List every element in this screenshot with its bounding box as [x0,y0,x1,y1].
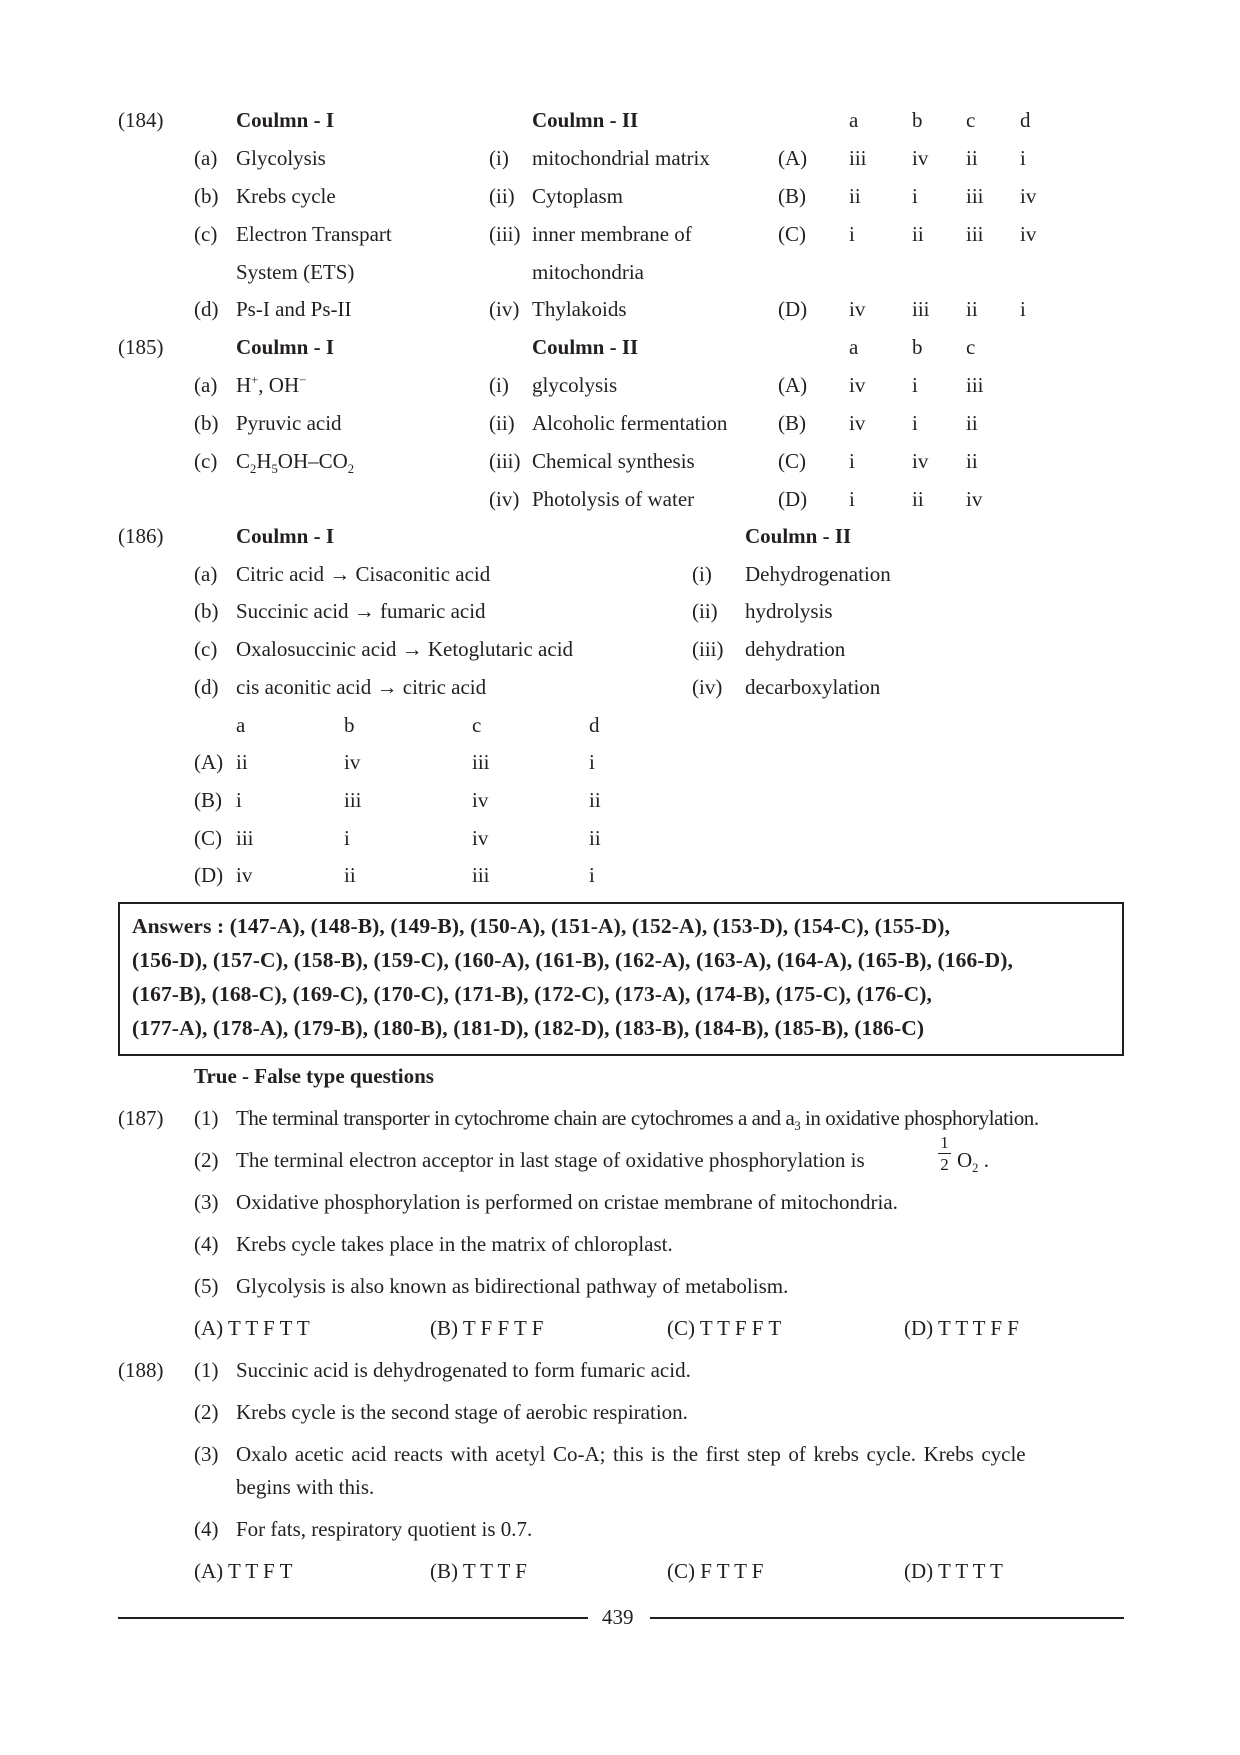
item-label: (a) [194,373,218,397]
option-head-b: b [912,108,923,132]
match-label: (iii) [489,449,521,473]
statement-label: (3) [194,1442,219,1466]
option: (B) T T T F [430,1559,527,1583]
option: (D) T T T T [904,1559,1003,1583]
option-value: i [1020,297,1026,321]
column-1-heading: Coulmn - I [236,335,335,359]
option-value: ii [589,788,601,812]
option-value: i [912,184,918,208]
option-value: i [236,788,242,812]
match-text: glycolysis [532,373,618,397]
option-label: (A) [194,750,224,774]
option-value: iv [966,487,983,511]
match-label: (i) [692,562,712,586]
match-label: (iv) [489,487,520,511]
item-label: (b) [194,411,219,435]
option-head-d: d [589,713,600,737]
option-value: i [849,487,855,511]
statement-text: For fats, respiratory quotient is 0.7. [236,1517,533,1541]
item-text: Oxalosuccinic acid → Ketoglutaric acid [236,637,574,661]
match-label: (ii) [692,599,718,623]
option: (B) T F F T F [430,1316,544,1340]
option-value: ii [236,750,248,774]
item-text: Citric acid → Cisaconitic acid [236,562,491,586]
statement-label: (2) [194,1400,219,1424]
fraction-numerator: 1 [940,1133,949,1152]
option-label: (A) [778,146,808,170]
footer-rule-right [650,1617,1124,1619]
statement-text: The terminal transporter in cytochrome chain are cytochromes a and $a_3$ in oxidative phosphorylation. [236,1106,1039,1134]
option-value: iv [849,373,866,397]
option-head-a: a [849,108,859,132]
option-value: i [912,411,918,435]
statement-text: Krebs cycle takes place in the matrix of chloroplast. [236,1232,673,1256]
statement-text: Oxalo acetic acid reacts with acetyl Co-A; this is the first step of krebs cycle. Krebs cycle [236,1442,1026,1466]
question-number: (188) [118,1358,164,1382]
page-number: 439 [602,1605,634,1629]
statement-text: Glycolysis is also known as bidirectional pathway of metabolism. [236,1274,789,1298]
option-value: iv [1020,184,1037,208]
column-2-heading: Coulmn - II [532,335,639,359]
match-text: dehydration [745,637,846,661]
statement-label: (3) [194,1190,219,1214]
item-text: cis aconitic acid → citric acid [236,675,487,699]
option: (A) T T F T [194,1559,293,1583]
item-text: Glycolysis [236,146,326,170]
option-label: (D) [778,297,808,321]
option-value: i [589,863,595,887]
option-value: i [912,373,918,397]
option: (C) T T F F T [667,1316,782,1340]
option-value: iii [344,788,362,812]
option-value: iii [236,826,254,850]
match-text: Thylakoids [532,297,627,321]
match-text: Alcoholic fermentation [532,411,728,435]
option-value: iii [472,750,490,774]
option-label: (C) [778,222,806,246]
item-text: Ps-I and Ps-II [236,297,352,321]
column-1-heading: Coulmn - I [236,108,335,132]
item-text-continued: System (ETS) [236,260,355,284]
statement-text: Krebs cycle is the second stage of aerobic respiration. [236,1400,688,1424]
option-value: ii [912,487,924,511]
option-label: (C) [778,449,806,473]
match-text: inner membrane of [532,222,692,246]
match-text: mitochondrial matrix [532,146,710,170]
option-value: iii [966,222,984,246]
match-label: (iv) [489,297,520,321]
column-2-heading: Coulmn - II [745,524,852,548]
option-value: i [849,222,855,246]
match-label: (ii) [489,184,515,208]
option-label: (B) [778,184,806,208]
item-label: (b) [194,184,219,208]
option-value: ii [966,146,978,170]
statement-tail: $O_2$ . [957,1148,989,1176]
option-value: iv [1020,222,1037,246]
option-value: iv [236,863,253,887]
option-head-b: b [344,713,355,737]
answers-box [118,902,1124,1056]
option-head-a: a [236,713,246,737]
statement-text: Oxidative phosphorylation is performed on cristae membrane of mitochondria. [236,1190,898,1214]
column-1-heading: Coulmn - I [236,524,335,548]
question-number: (184) [118,108,164,132]
option-value: iv [849,297,866,321]
fraction-bar [938,1153,951,1154]
option-value: ii [966,411,978,435]
match-text: Cytoplasm [532,184,624,208]
answers-line: (167-B), (168-C), (169-C), (170-C), (171-B), (172-C), (173-A), (174-B), (175-C), (176-C), [132,982,933,1006]
option-value: iii [472,863,490,887]
item-label: (c) [194,637,218,661]
option-value: i [1020,146,1026,170]
statement-label: (5) [194,1274,219,1298]
match-text-continued: mitochondria [532,260,644,284]
match-label: (i) [489,373,509,397]
item-text: Electron Transpart [236,222,392,246]
statement-text: Succinic acid is dehydrogenated to form fumaric acid. [236,1358,691,1382]
match-label: (iv) [692,675,723,699]
option-head-a: a [849,335,859,359]
option-value: iii [966,184,984,208]
item-text: Krebs cycle [236,184,336,208]
option-value: i [344,826,350,850]
match-label: (iii) [489,222,521,246]
section-heading: True - False type questions [194,1064,434,1088]
statement-text: The terminal electron acceptor in last stage of oxidative phosphorylation is [236,1148,865,1172]
footer-rule-left [118,1617,588,1619]
item-text-formula: $C_2H_5OH-CO_2$ [236,449,355,477]
option-value: ii [912,222,924,246]
match-text: hydrolysis [745,599,833,623]
column-2-heading: Coulmn - II [532,108,639,132]
option-value: iv [912,449,929,473]
option-value: ii [849,184,861,208]
statement-label: (1) [194,1358,219,1382]
option-value: iv [344,750,361,774]
match-label: (iii) [692,637,724,661]
option-value: ii [344,863,356,887]
option-label: (A) [778,373,808,397]
answers-line: (156-D), (157-C), (158-B), (159-C), (160-A), (161-B), (162-A), (163-A), (164-A), (165-B), (166-D), [132,948,1013,972]
option-value: iii [966,373,984,397]
statement-label: (4) [194,1517,219,1541]
item-label: (c) [194,222,218,246]
option-label: (C) [194,826,222,850]
item-text: Pyruvic acid [236,411,342,435]
item-label: (d) [194,675,219,699]
option-value: ii [589,826,601,850]
option-head-d: d [1020,108,1031,132]
statement-label: (2) [194,1148,219,1172]
fraction-denominator: 2 [940,1155,949,1174]
option-value: iv [472,788,489,812]
match-text: decarboxylation [745,675,881,699]
option-value: i [849,449,855,473]
match-text: Dehydrogenation [745,562,891,586]
question-number: (187) [118,1106,164,1130]
option-label: (B) [778,411,806,435]
statement-label: (4) [194,1232,219,1256]
statement-text-continued: begins with this. [236,1475,375,1499]
match-text: Chemical synthesis [532,449,695,473]
option-label: (B) [194,788,222,812]
option-value: iv [472,826,489,850]
option-head-c: c [966,108,976,132]
option-label: (D) [194,863,224,887]
fraction-one-half [938,1134,951,1173]
option: (C) F T T F [667,1559,764,1583]
option-value: ii [966,297,978,321]
option-value: i [589,750,595,774]
answers-line: Answers : (147-A), (148-B), (149-B), (150-A), (151-A), (152-A), (153-D), (154-C), (155-D), [132,914,951,938]
option-value: iii [849,146,867,170]
item-label: (d) [194,297,219,321]
option-value: iv [849,411,866,435]
match-text: Photolysis of water [532,487,695,511]
item-label: (c) [194,449,218,473]
answers-line: (177-A), (178-A), (179-B), (180-B), (181-D), (182-D), (183-B), (184-B), (185-B), (186-C) [132,1016,925,1040]
option: (D) T T T F F [904,1316,1019,1340]
item-label: (b) [194,599,219,623]
option-value: iv [912,146,929,170]
option-value: ii [966,449,978,473]
option-value: iii [912,297,930,321]
item-label: (a) [194,562,218,586]
option: (A) T T F T T [194,1316,310,1340]
option-label: (D) [778,487,808,511]
option-head-c: c [472,713,482,737]
question-number: (186) [118,524,164,548]
option-head-c: c [966,335,976,359]
statement-label: (1) [194,1106,219,1130]
item-text: Succinic acid → fumaric acid [236,599,486,623]
match-label: (i) [489,146,509,170]
match-label: (ii) [489,411,515,435]
item-text-ions: H+, OH− [236,373,307,397]
question-number: (185) [118,335,164,359]
option-head-b: b [912,335,923,359]
item-label: (a) [194,146,218,170]
